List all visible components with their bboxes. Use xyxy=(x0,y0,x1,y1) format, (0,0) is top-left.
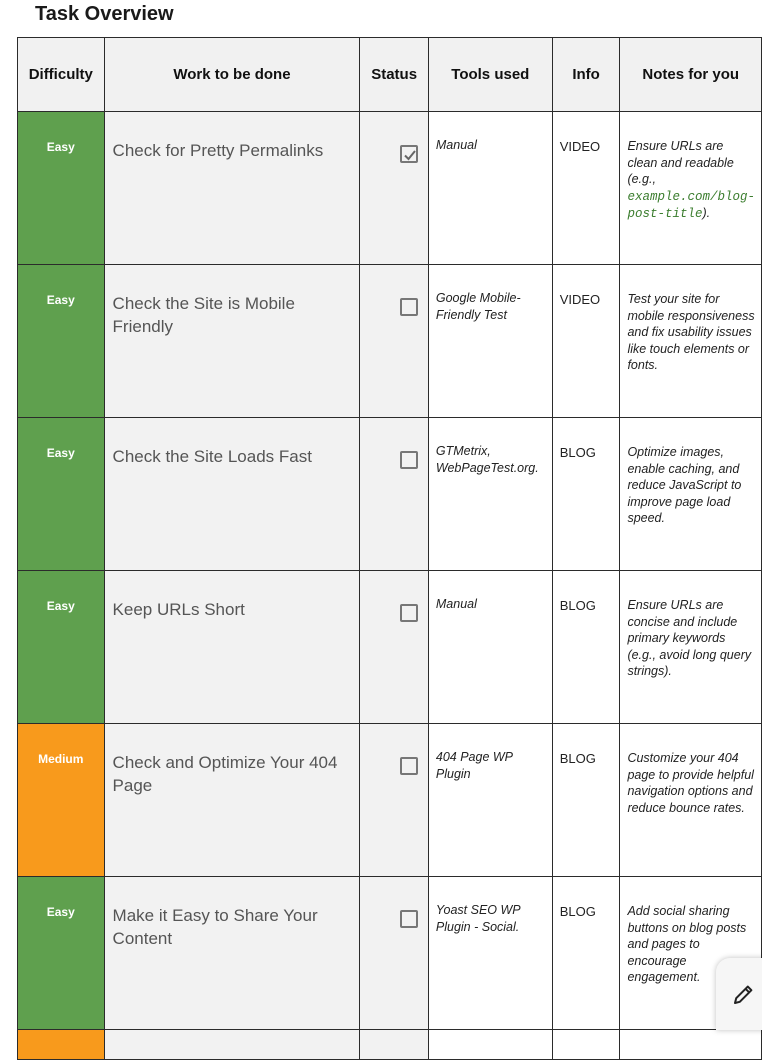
table-row xyxy=(18,112,762,265)
task-name[interactable]: Keep URLs Short xyxy=(104,571,360,724)
notes-cell[interactable]: Optimize images, enable caching, and reduce JavaScript to improve page load speed. xyxy=(620,418,762,571)
tools-cell[interactable]: 404 Page WP Plugin xyxy=(428,724,552,877)
column-header-tools: Tools used xyxy=(428,38,552,112)
table-row xyxy=(18,265,762,418)
table-row xyxy=(18,724,762,877)
checkbox-icon[interactable] xyxy=(400,910,418,928)
checkbox-icon[interactable] xyxy=(400,604,418,622)
checkbox-icon[interactable] xyxy=(400,757,418,775)
column-header-work: Work to be done xyxy=(104,38,360,112)
notes-text: Ensure URLs are clean and readable (e.g., xyxy=(627,139,734,186)
task-name[interactable]: Check and Optimize Your 404 Page xyxy=(104,724,360,877)
status-cell xyxy=(360,571,429,724)
task-name[interactable]: Check for Pretty Permalinks xyxy=(104,112,360,265)
table-header-row xyxy=(18,38,762,112)
notes-cell[interactable]: Customize your 404 page to provide helpful navigation options and reduce bounce rates. xyxy=(620,724,762,877)
tools-cell[interactable]: Manual xyxy=(428,112,552,265)
info-link[interactable]: VIDEO xyxy=(552,265,620,418)
tools-cell xyxy=(428,1030,552,1060)
table-row xyxy=(18,418,762,571)
notes-text-end: ). xyxy=(702,206,711,220)
table-row xyxy=(18,877,762,1030)
notes-cell[interactable]: Ensure URLs are concise and include primary keywords (e.g., avoid long query strings). xyxy=(620,571,762,724)
info-link[interactable]: BLOG xyxy=(552,571,620,724)
status-cell xyxy=(360,265,429,418)
page-title: Task Overview xyxy=(35,3,174,25)
task-name xyxy=(104,1030,360,1060)
difficulty-badge xyxy=(18,1030,105,1060)
edit-button[interactable] xyxy=(716,958,762,1030)
difficulty-badge: Easy xyxy=(18,877,105,1030)
task-name[interactable]: Make it Easy to Share Your Content xyxy=(104,877,360,1030)
difficulty-badge: Easy xyxy=(18,418,105,571)
table-row xyxy=(18,571,762,724)
status-cell xyxy=(360,112,429,265)
checkbox-icon[interactable] xyxy=(400,298,418,316)
tools-cell[interactable]: GTMetrix, WebPageTest.org. xyxy=(428,418,552,571)
status-cell xyxy=(360,724,429,877)
checkbox-icon[interactable] xyxy=(400,451,418,469)
tools-cell[interactable]: Manual xyxy=(428,571,552,724)
info-link[interactable]: BLOG xyxy=(552,724,620,877)
status-cell xyxy=(360,1030,429,1060)
notes-cell xyxy=(620,1030,762,1060)
column-header-status: Status xyxy=(360,38,429,112)
checkbox-icon[interactable] xyxy=(400,145,418,163)
status-cell xyxy=(360,877,429,1030)
difficulty-badge: Easy xyxy=(18,571,105,724)
notes-code: example.com/blog-post-title xyxy=(627,189,755,221)
difficulty-badge: Medium xyxy=(18,724,105,877)
task-name[interactable]: Check the Site is Mobile Friendly xyxy=(104,265,360,418)
info-link[interactable]: BLOG xyxy=(552,418,620,571)
task-name[interactable]: Check the Site Loads Fast xyxy=(104,418,360,571)
tools-cell[interactable]: Yoast SEO WP Plugin - Social. xyxy=(428,877,552,1030)
info-link xyxy=(552,1030,620,1060)
task-table xyxy=(17,37,762,1060)
pencil-icon xyxy=(732,982,756,1006)
tools-cell[interactable]: Google Mobile-Friendly Test xyxy=(428,265,552,418)
column-header-difficulty: Difficulty xyxy=(18,38,105,112)
notes-cell[interactable] xyxy=(620,112,762,265)
notes-cell[interactable]: Add social sharing buttons on blog posts and pages to encourage engagement. xyxy=(620,877,762,1030)
notes-cell[interactable]: Test your site for mobile responsiveness and fix usability issues like touch elements or fonts. xyxy=(620,265,762,418)
column-header-info: Info xyxy=(552,38,620,112)
info-link[interactable]: VIDEO xyxy=(552,112,620,265)
column-header-notes: Notes for you xyxy=(620,38,762,112)
difficulty-badge: Easy xyxy=(18,112,105,265)
table-row-partial xyxy=(18,1030,762,1060)
status-cell xyxy=(360,418,429,571)
difficulty-badge: Easy xyxy=(18,265,105,418)
info-link[interactable]: BLOG xyxy=(552,877,620,1030)
